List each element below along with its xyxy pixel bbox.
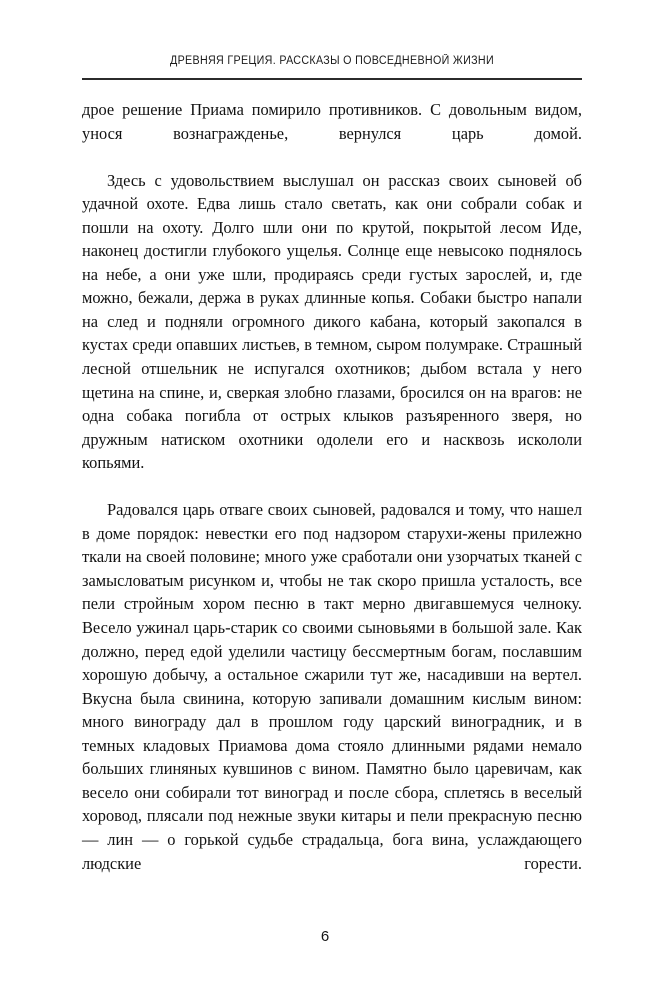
paragraph: Радовался царь отваге своих сыновей, радовался и тому, что нашел в доме порядок: невестки его под надзором старухи-жены прилежно ткали на своей половине; много уже сработали они узорчатых тканей с замысловатым рисунком и, чтобы не так скоро пришла усталость, все пели стройным хором песню в такт мерно двигавшемуся челноку. Весело ужинал царь-старик со своими сыновьями в большой зале. Как должно, перед едой уделили частицу бессмертным богам, пославшим хорошую добычу, а остальное сжарили тут же, насадивши на вертел. Вкусна была свинина, которую запивали домашним кислым вином: много винограду дал в прошлом году царский виноградник, и в темных кладовых Приамова дома стояло длинными рядами немало больших глиняных кувшинов с вином. Памятно было царевичам, как весело они собирали тот виноград и после сбора, сплетясь в веселый хоровод, плясали под нежные звуки китары и пели прекрасную песню — лин — о горькой судьбе страдальца, бога вина, услаждающего людские горести.	[82, 500, 582, 873]
body-text-column	[82, 98, 582, 899]
running-head-rule	[82, 78, 582, 80]
paragraph: Здесь с удовольствием выслушал он рассказ своих сыновей об удачной охоте. Едва лишь стало светать, как они собрали собак и пошли на охоту. Долго шли они по крутой, покрытой лесом Иде, наконец достигли глубокого ущелья. Солнце еще невысоко поднялось на небе, а они уже шли, продираясь среди густых зарослей, и, где можно, бежали, держа в руках длинные копья. Собаки быстро напали на след и подняли огромного дикого кабана, который закопался в кустах среди опавших листьев, в темном, сыром полумраке. Страшный лесной отшельник не испугался охотников; дыбом встала у него щетина на спине, и, сверкая злобно глазами, бросился он на врагов: не одна собака погибла от острых клыков разъяренного зверя, но дружным натиском охотники одолели его и насквозь искололи копьями.	[82, 170, 582, 473]
running-head: ДРЕВНЯЯ ГРЕЦИЯ. РАССКАЗЫ О ПОВСЕДНЕВНОЙ ЖИЗНИ	[170, 55, 494, 67]
paragraph: дрое решение Приама помирило противников. С довольным видом, унося вознагражденье, вернулся царь домой.	[82, 100, 582, 143]
page-number: 6	[320, 928, 330, 945]
